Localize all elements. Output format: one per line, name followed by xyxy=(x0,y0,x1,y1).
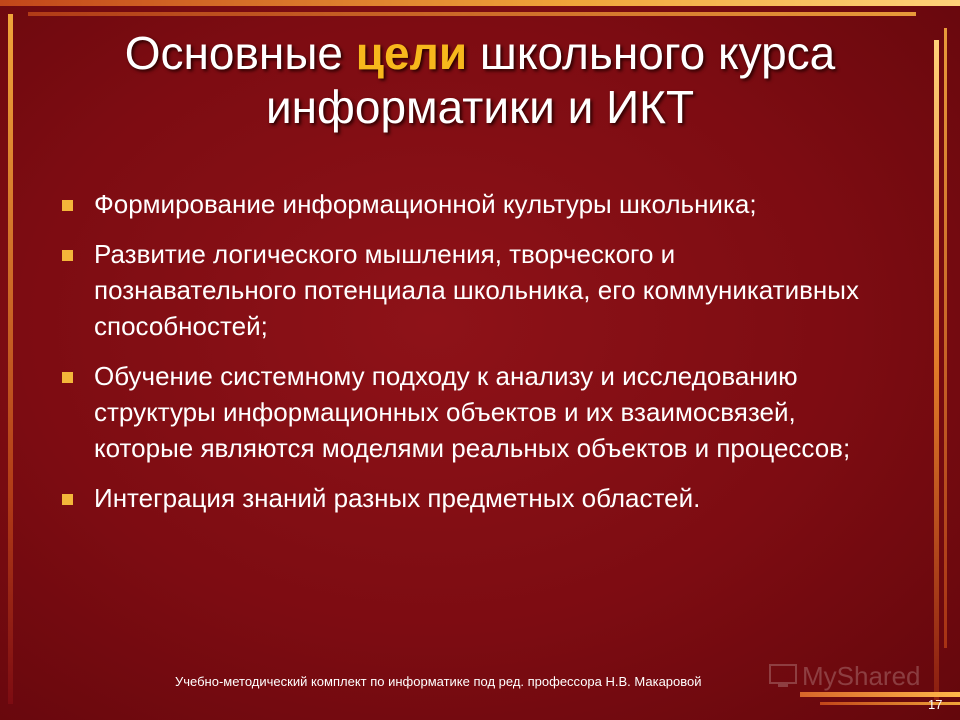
decor-bar-top xyxy=(0,0,960,6)
watermark-text: MyShared xyxy=(802,661,921,691)
watermark xyxy=(768,656,928,696)
decor-bar-left xyxy=(8,14,13,704)
bullet-list xyxy=(60,186,880,530)
square-bullet-icon xyxy=(62,200,73,211)
title-line-2: информатики и ИКТ xyxy=(265,81,695,133)
page-number: 17 xyxy=(928,697,943,712)
bullet-text: Обучение системному подходу к анализу и исследованию структуры информационных объектов и их взаимосвязей, которые являются моделями реальных объектов и процессов; xyxy=(94,361,851,463)
square-bullet-icon xyxy=(62,372,73,383)
title-line-1 xyxy=(40,26,920,80)
footer-text: Учебно-методический комплект по информатике под ред. профессора Н.В. Макаровой xyxy=(175,674,702,689)
bullet-text: Развитие логического мышления, творческого и познавательного потенциала школьника, его коммуникативных способностей; xyxy=(94,239,859,341)
title-part-1: Основные xyxy=(124,27,356,79)
decor-bar-right-inner xyxy=(944,28,947,648)
list-item xyxy=(60,186,880,222)
list-item xyxy=(60,480,880,516)
bullet-text: Интеграция знаний разных предметных областей. xyxy=(94,483,701,513)
title-accent: цели xyxy=(355,27,468,79)
list-item xyxy=(60,358,880,466)
square-bullet-icon xyxy=(62,494,73,505)
title-part-2: школьного курса xyxy=(467,27,836,79)
decor-bar-top-inner xyxy=(28,12,916,16)
bullet-text: Формирование информационной культуры школьника; xyxy=(94,189,757,219)
list-item xyxy=(60,236,880,344)
square-bullet-icon xyxy=(62,250,73,261)
decor-bar-right xyxy=(934,40,939,700)
myshared-logo-icon xyxy=(768,663,798,689)
slide-title xyxy=(40,26,920,134)
